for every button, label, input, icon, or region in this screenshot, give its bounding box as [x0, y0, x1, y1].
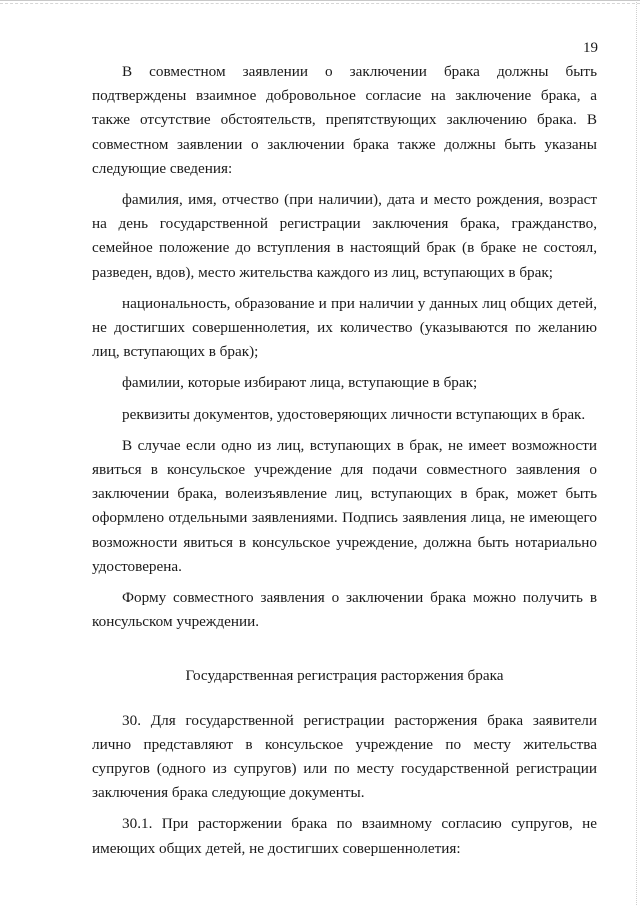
scan-right-edge [636, 0, 640, 905]
document-body [92, 60, 597, 861]
paragraph-joint-application: В совместном заявлении о заключении брака должны быть подтверждены взаимное добровольное согласие на заключение брака, а также отсутствие обстоятельств, препятствующих заключению брака. В совместном заявлении о заключении брака также должны быть указаны следующие сведения: [92, 63, 597, 177]
paragraph-nationality-children: национальность, образование и при наличии у данных лиц общих детей, не достигших совершеннолетия, их количество (указываются по желанию лиц, вступающих в брак); [92, 294, 597, 361]
paragraph-identity-documents: реквизиты документов, удостоверяющих личности вступающих в брак. [122, 405, 586, 423]
paragraph-30: 30. Для государственной регистрации расторжения брака заявители лично представляют в консульское учреждение по месту жительства супругов (одного из супругов) или по месту государственной регистрации заключения брака следующие документы. [92, 711, 597, 802]
page-number: 19 [583, 40, 598, 56]
section-heading: Государственная регистрация расторжения брака [185, 667, 504, 685]
scan-top-border [0, 0, 640, 5]
paragraph-separate-applications: В случае если одно из лиц, вступающих в брак, не имеет возможности явиться в консульское учреждение для подачи совместного заявления о заключении брака, волеизъявление лиц, вступающих в брак, может быть оформлено отдельными заявлениями. Подпись заявления лица, не имеющего возможности явиться в консульское учреждение, должна быть нотариально удостоверена. [92, 436, 597, 575]
paragraph-30-1: 30.1. При расторжении брака по взаимному согласию супругов, не имеющих общих детей, не достигших совершеннолетия: [92, 815, 597, 857]
paragraph-application-form: Форму совместного заявления о заключении брака можно получить в консульском учреждении. [92, 589, 597, 631]
paragraph-surnames: фамилии, которые избирают лица, вступающие в брак; [122, 374, 478, 392]
paragraph-personal-details: фамилия, имя, отчество (при наличии), дата и место рождения, возраст на день государственной регистрации заключения брака, гражданство, семейное положение до вступления в настоящий брак (в браке не состоял, разведен, вдов), место жительства каждого из лиц, вступающих в брак; [92, 191, 597, 281]
